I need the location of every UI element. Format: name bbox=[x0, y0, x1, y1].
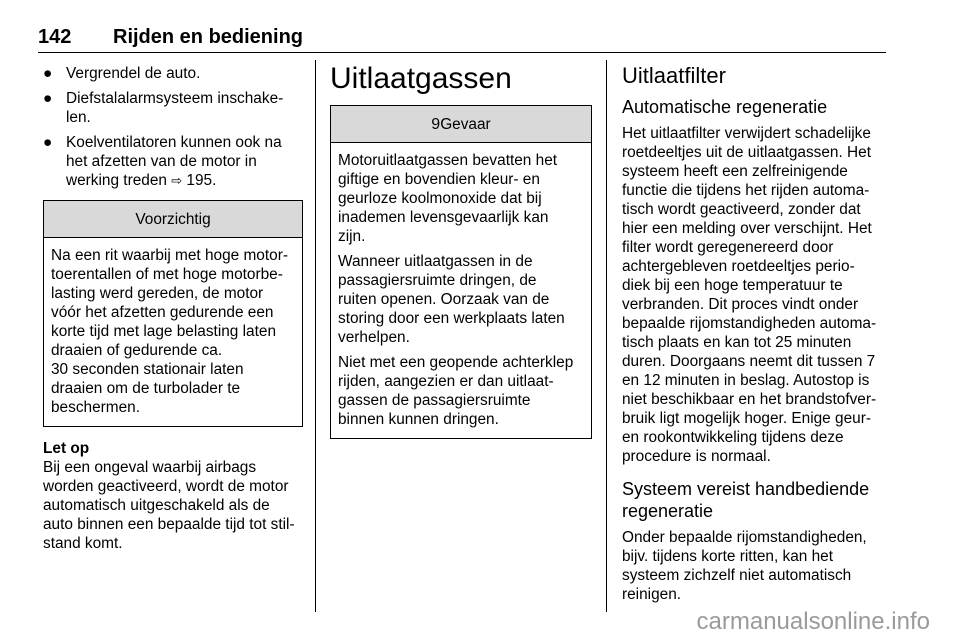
caution-title: Voorzichtig bbox=[44, 201, 302, 238]
column-divider bbox=[315, 60, 316, 612]
list-item: ● Koelventilatoren kunnen ook na het afzetten van de motor in werking treden ⇨ 195. bbox=[43, 134, 282, 189]
column-left bbox=[43, 64, 303, 553]
warning-icon: 9 bbox=[431, 116, 441, 133]
danger-title: Gevaar bbox=[440, 116, 491, 133]
heading-exhaust: Uitlaatgassen bbox=[330, 62, 512, 95]
column-divider bbox=[606, 60, 607, 612]
list-item: ● Vergrendel de auto. bbox=[43, 65, 201, 82]
list-item: ● Diefstalalarmsysteem inschake- len. bbox=[43, 90, 284, 126]
note-block bbox=[43, 439, 303, 553]
page-ref[interactable]: 195. bbox=[186, 172, 217, 189]
paragraph: Het uitlaatfilter verwijdert schadelijke roetdeeltjes uit de uitlaatgassen. Het systeem heeft een zelfreinigende functie die tijdens het rijden automa- tisch wordt geactiveerd, zonder dat hier een melding over verschijnt. Het filter wordt geregenereerd door achtergebleven roetdeeltjes perio- diek bij een hoge temperatuur te verbranden. Dit proces vindt onder bepaalde rijomstandigheden automa- tisch plaats en kan tot 25 minuten duren. Doorgaans neemt dit tussen 7 en 12 minuten in beslag. Autostop is niet beschikbaar en het brandstofver- bruik ligt mogelijk hoger. Enige geur- en rookontwikkeling tijdens deze procedure is normaal. bbox=[622, 125, 877, 465]
watermark: carmanualsonline.info bbox=[696, 608, 930, 635]
danger-text: Motoruitlaatgassen bevatten het giftige en bovendien kleur- en geurloze koolmonoxide dat bij inademen levensgevaarlijk kan zijn. bbox=[338, 152, 558, 245]
bullet-icon: ● bbox=[43, 65, 53, 82]
note-text: Bij een ongeval waarbij airbags worden geactiveerd, wordt de motor automatisch uitgeschakeld als de auto binnen een bepaalde tijd tot stil- stand komt. bbox=[43, 459, 295, 552]
danger-header bbox=[331, 106, 591, 143]
column-right bbox=[622, 64, 888, 616]
page-header bbox=[38, 26, 886, 53]
page-ref-arrow-icon: ⇨ bbox=[171, 173, 183, 188]
bullet-list bbox=[43, 64, 303, 190]
bullet-icon: ● bbox=[43, 134, 53, 151]
section-title: Rijden en bediening bbox=[113, 26, 304, 48]
caution-text: Na een rit waarbij met hoge motor- toerentallen of met hoge motorbe- lasting werd gereden, de motor vóór het afzetten gedurende een korte tijd met lage belasting laten draaien of gedurende ca. 30 seconden stationair laten draaien om de turbolader te beschermen. bbox=[51, 247, 288, 416]
page-number: 142 bbox=[38, 26, 72, 48]
caution-box bbox=[43, 200, 303, 427]
danger-text: Wanneer uitlaatgassen in de passagiersruimte dringen, de ruiten openen. Oorzaak van de storing door een werkplaats laten verhelpen. bbox=[338, 253, 565, 346]
bullet-icon: ● bbox=[43, 90, 53, 107]
note-title: Let op bbox=[43, 440, 90, 457]
column-middle bbox=[330, 64, 592, 439]
subheading-manual-regeneration: Systeem vereist handbediende regeneratie bbox=[622, 479, 870, 521]
paragraph: Onder bepaalde rijomstandigheden, bijv. tijdens korte ritten, kan het systeem zichzelf niet automatisch reinigen. bbox=[622, 529, 867, 603]
subheading-auto-regeneration: Automatische regeneratie bbox=[622, 97, 828, 117]
danger-text: Niet met een geopende achterklep rijden, aangezien er dan uitlaat- gassen de passagiersruimte binnen kunnen dringen. bbox=[338, 354, 574, 428]
heading-exhaust-filter: Uitlaatfilter bbox=[622, 63, 726, 88]
danger-box bbox=[330, 105, 592, 439]
